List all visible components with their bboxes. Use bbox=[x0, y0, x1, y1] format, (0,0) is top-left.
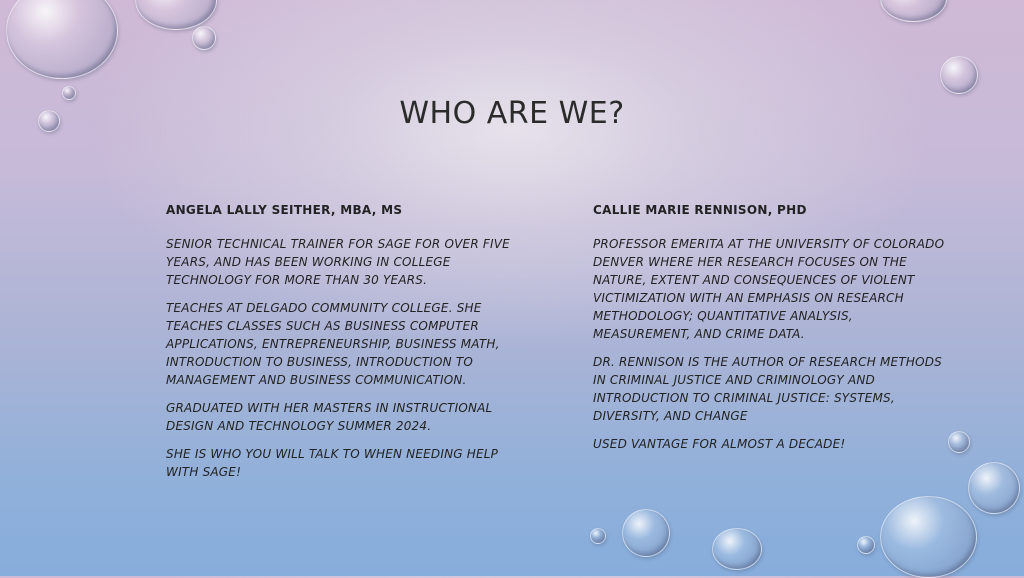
droplet-decoration bbox=[968, 462, 1020, 514]
droplet-decoration bbox=[6, 0, 118, 79]
droplet-decoration bbox=[622, 509, 670, 557]
right-paragraph: DR. RENNISON IS THE AUTHOR OF RESEARCH METHODS IN CRIMINAL JUSTICE AND CRIMINOLOGY AND INTRODUCTION TO CRIMINAL JUSTICE: SYSTEMS, DIVERSITY, AND CHANGE bbox=[593, 355, 942, 423]
droplet-decoration bbox=[712, 528, 762, 570]
droplet-decoration bbox=[880, 0, 947, 22]
slide-title: WHO ARE WE? bbox=[399, 96, 625, 131]
left-paragraph: GRADUATED WITH HER MASTERS IN INSTRUCTIONAL DESIGN AND TECHNOLOGY SUMMER 2024. bbox=[166, 401, 493, 433]
left-column-heading: ANGELA LALLY SEITHER, MBA, MS bbox=[166, 203, 403, 217]
droplet-decoration bbox=[590, 528, 606, 544]
left-column bbox=[166, 203, 516, 491]
droplet-decoration bbox=[880, 496, 977, 578]
droplet-decoration bbox=[940, 56, 978, 94]
droplet-decoration bbox=[192, 26, 216, 50]
right-paragraph: PROFESSOR EMERITA AT THE UNIVERSITY OF COLORADO DENVER WHERE HER RESEARCH FOCUSES ON THE NATURE, EXTENT AND CONSEQUENCES OF VIOLENT VICTIMIZATION WITH AN EMPHASIS ON RESEARCH METHODOLOGY; QUANTITATIVE ANALYSIS, MEASUREMENT, AND CRIME DATA. bbox=[593, 237, 945, 341]
left-paragraph: SHE IS WHO YOU WILL TALK TO WHEN NEEDING HELP WITH SAGE! bbox=[166, 447, 499, 479]
right-paragraph: USED VANTAGE FOR ALMOST A DECADE! bbox=[593, 437, 846, 451]
droplet-decoration bbox=[857, 536, 875, 554]
left-paragraph: SENIOR TECHNICAL TRAINER FOR SAGE FOR OVER FIVE YEARS, AND HAS BEEN WORKING IN COLLEGE TECHNOLOGY FOR MORE THAN 30 YEARS. bbox=[166, 237, 510, 287]
left-paragraph: TEACHES AT DELGADO COMMUNITY COLLEGE. SHE TEACHES CLASSES SUCH AS BUSINESS COMPUTER APPLICATIONS, ENTREPRENEURSHIP, BUSINESS MATH, INTRODUCTION TO BUSINESS, INTRODUCTION TO MANAGEMENT AND BUSINESS COMMUNICATION. bbox=[166, 301, 500, 387]
right-column-heading: CALLIE MARIE RENNISON, PHD bbox=[593, 203, 807, 217]
right-column bbox=[593, 203, 953, 463]
